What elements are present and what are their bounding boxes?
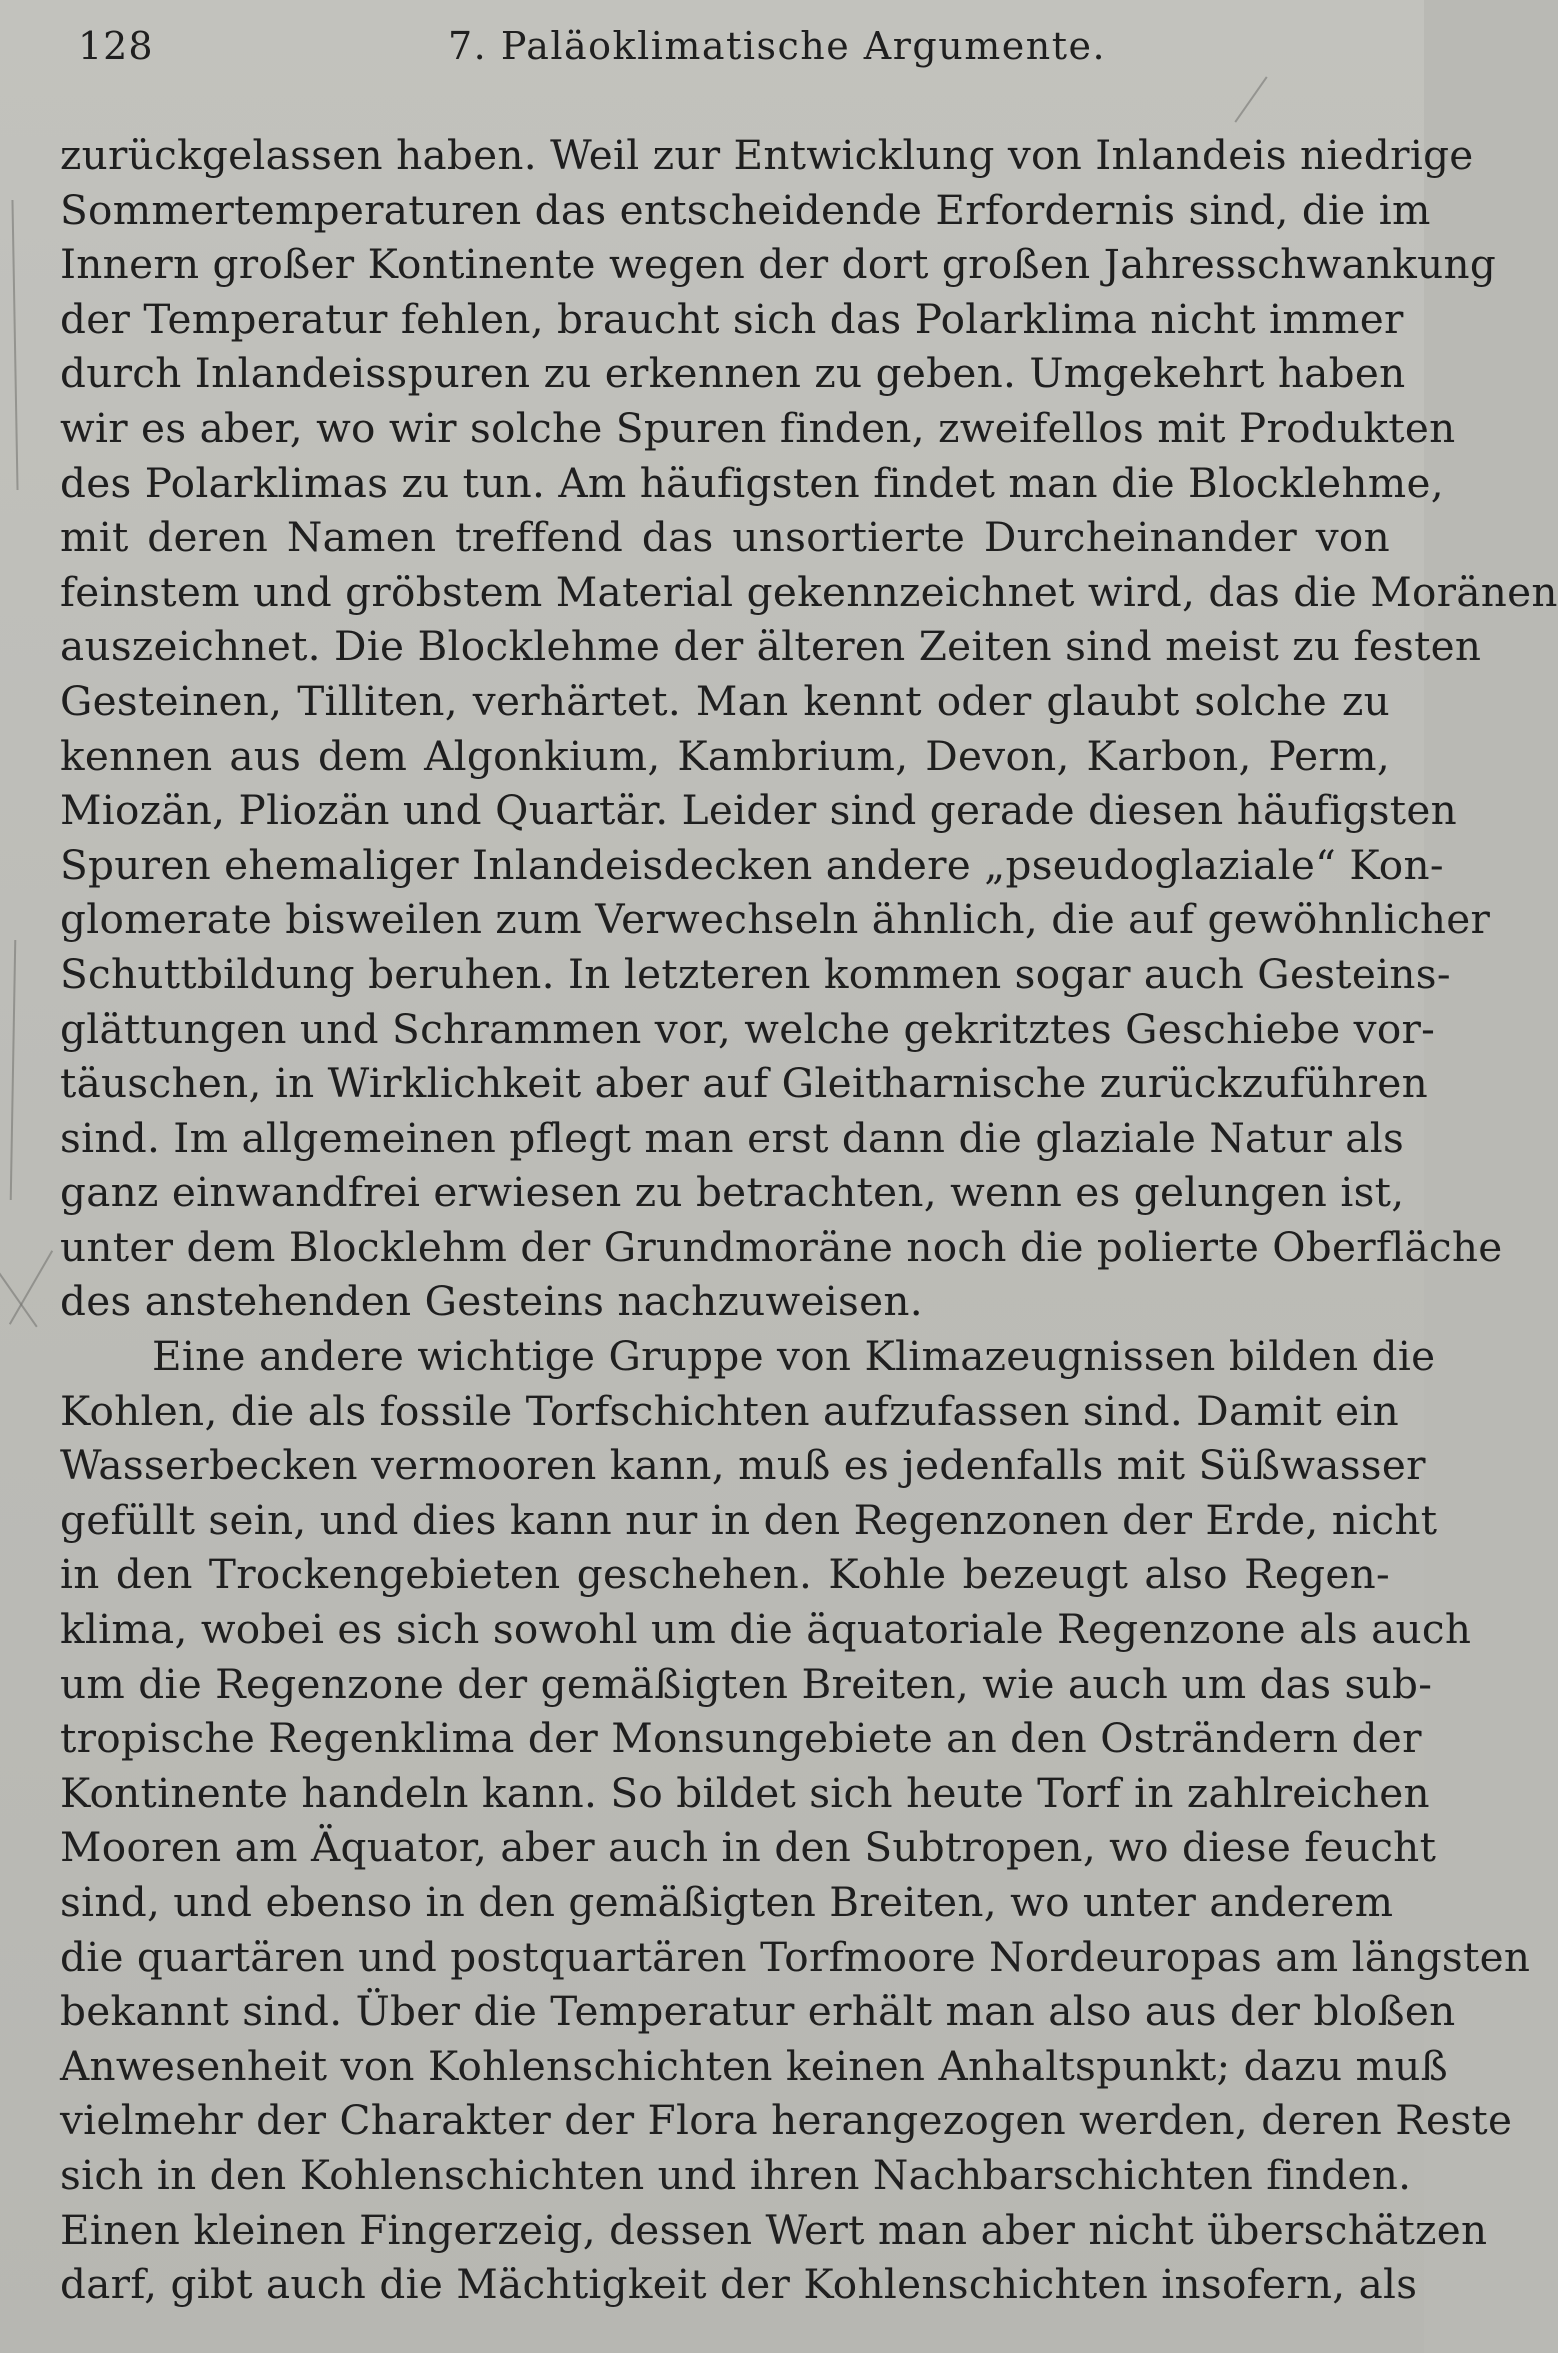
text-line: des anstehenden Gesteins nachzuweisen. [60, 1277, 923, 1326]
text-line: glomerate bisweilen zum Verwechseln ähnlich, die auf gewöhnlicher [60, 895, 1491, 944]
text-line: ganz einwandfrei erwiesen zu betrachten, wenn es gelungen ist, [60, 1168, 1405, 1217]
pencil-cross-mark [0, 1253, 38, 1328]
text-line: kennen aus dem Algonkium, Kambrium, Devon, Karbon, Perm, [60, 731, 1390, 780]
pencil-cross-mark [9, 1250, 53, 1325]
text-line: bekannt sind. Über die Temperatur erhält man also aus der bloßen [60, 1987, 1456, 2036]
text-line: Schuttbildung beruhen. In letzteren kommen sogar auch Gesteins- [60, 949, 1451, 998]
text-line: die quartären und postquartären Torfmoore Nordeuropas am längsten [60, 1932, 1531, 1981]
text-line: sind. Im allgemeinen pflegt man erst dann die glaziale Natur als [60, 1113, 1405, 1162]
text-line: in den Trockengebieten geschehen. Kohle bezeugt also Regen- [60, 1550, 1390, 1599]
paragraph-1 [60, 128, 1558, 1329]
text-line: sich in den Kohlenschichten und ihren Nachbarschichten finden. [60, 2150, 1412, 2199]
pencil-margin-mark [10, 940, 17, 1200]
text-line: darf, gibt auch die Mächtigkeit der Kohlenschichten insofern, als [60, 2260, 1418, 2309]
text-line: Kohlen, die als fossile Torfschichten aufzufassen sind. Damit ein [60, 1386, 1400, 1435]
text-line: des Polarklimas zu tun. Am häufigsten findet man die Blocklehme, [60, 458, 1444, 507]
text-line: Spuren ehemaliger Inlandeisdecken andere „pseudoglaziale“ Kon- [60, 840, 1444, 889]
text-line: vielmehr der Charakter der Flora herangezogen werden, deren Reste [60, 2096, 1513, 2145]
text-line: täuschen, in Wirklichkeit aber auf Gleitharnische zurückzuführen [60, 1059, 1428, 1108]
text-line: der Temperatur fehlen, braucht sich das Polarklima nicht immer [60, 294, 1404, 343]
text-line: Einen kleinen Fingerzeig, dessen Wert man aber nicht überschätzen [60, 2205, 1488, 2254]
text-line: zurückgelassen haben. Weil zur Entwicklung von Inlandeis niedrige [60, 131, 1474, 179]
text-line: klima, wobei es sich sowohl um die äquatoriale Regenzone als auch [60, 1605, 1472, 1654]
text-line: unter dem Blocklehm der Grundmoräne noch die polierte Oberfläche [60, 1222, 1503, 1271]
text-line: Miozän, Pliozän und Quartär. Leider sind gerade diesen häufigsten [60, 786, 1458, 835]
text-line: um die Regenzone der gemäßigten Breiten, wie auch um das sub- [60, 1659, 1433, 1708]
text-line: gefüllt sein, und dies kann nur in den Regenzonen der Erde, nicht [60, 1495, 1438, 1544]
text-line: glättungen und Schrammen vor, welche gekritztes Geschiebe vor- [60, 1004, 1436, 1053]
body-text [60, 128, 1558, 2312]
text-line: Gesteinen, Tilliten, verhärtet. Man kennt oder glaubt solche zu [60, 676, 1390, 725]
page-header [78, 24, 1364, 80]
text-line: feinstem und gröbstem Material gekennzeichnet wird, das die Moränen [60, 567, 1558, 616]
text-line: Sommertemperaturen das entscheidende Erfordernis sind, die im [60, 185, 1431, 234]
pencil-slash-mark [1234, 76, 1267, 122]
text-line: Innern großer Kontinente wegen der dort großen Jahresschwankung [60, 240, 1497, 289]
text-line: Kontinente handeln kann. So bildet sich heute Torf in zahlreichen [60, 1768, 1430, 1817]
text-line: Wasserbecken vermooren kann, muß es jedenfalls mit Süßwasser [60, 1441, 1426, 1490]
text-line: Mooren am Äquator, aber auch in den Subtropen, wo diese feucht [60, 1823, 1437, 1872]
text-line: auszeichnet. Die Blocklehme der älteren Zeiten sind meist zu festen [60, 622, 1482, 671]
pencil-margin-mark [11, 200, 18, 490]
text-line: Anwesenheit von Kohlenschichten keinen Anhaltspunkt; dazu muß [60, 2041, 1448, 2090]
text-line: mit deren Namen treffend das unsortierte Durcheinander von [60, 513, 1390, 562]
text-line: wir es aber, wo wir solche Spuren finden, zweifellos mit Produkten [60, 403, 1456, 452]
running-title: 7. Paläoklimatische Argumente. [448, 24, 1107, 68]
page-number: 128 [78, 24, 154, 68]
text-line: sind, und ebenso in den gemäßigten Breiten, wo unter anderem [60, 1878, 1394, 1926]
text-line: tropische Regenklima der Monsungebiete an den Osträndern der [60, 1714, 1422, 1763]
text-line: durch Inlandeisspuren zu erkennen zu geben. Umgekehrt haben [60, 349, 1406, 398]
text-line: Eine andere wichtige Gruppe von Klimazeugnissen bilden die [152, 1332, 1436, 1381]
paragraph-2 [60, 1329, 1531, 2312]
